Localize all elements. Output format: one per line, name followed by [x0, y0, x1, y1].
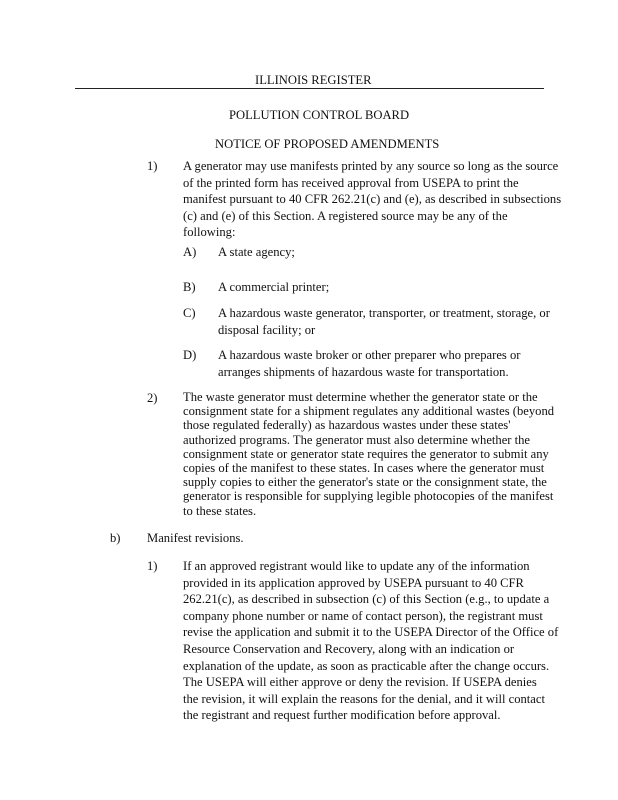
text-line: the revision, it will explain the reasons for the denial, and it will contact [183, 691, 545, 706]
b-item-1-text [183, 558, 558, 724]
text-line: authorized programs. The generator must also determine whether the [183, 432, 531, 447]
subitem-text [218, 347, 520, 380]
text-line: Resource Conservation and Recovery, along with an indication or [183, 641, 515, 656]
text-line: following: [183, 225, 236, 240]
subitem-text: A commercial printer; [218, 280, 330, 294]
register-header: ILLINOIS REGISTER [255, 73, 372, 87]
text-line: arranges shipments of hazardous waste for transportation. [218, 364, 509, 379]
item-label: 1) [147, 559, 158, 573]
text-line: 262.21(c), as described in subsection (c) of this Section (e.g., to update a [183, 592, 550, 607]
text-line: consignment state for a shipment regulates any additional wastes (beyond [183, 404, 555, 419]
section-title: Manifest revisions. [147, 531, 244, 545]
text-line: company phone number or name of contact person), the registrant must [183, 608, 543, 623]
subitem-label: C) [183, 306, 196, 320]
text-line: copies of the manifest to these states. In cases where the generator must [183, 461, 545, 476]
item-label: 2) [147, 391, 158, 405]
text-line: The waste generator must determine whether the generator state or the [183, 390, 538, 404]
text-line: The USEPA will either approve or deny the revision. If USEPA denies [183, 675, 537, 690]
text-line: to these states. [183, 503, 257, 518]
subitem-label: B) [183, 280, 196, 294]
subitem-label: A) [183, 245, 197, 259]
text-line: revise the application and submit it to the USEPA Director of the Office of [183, 625, 559, 640]
text-line: of the printed form has received approval from USEPA to print the [183, 175, 519, 190]
board-title: POLLUTION CONTROL BOARD [229, 108, 410, 122]
item-1-text [183, 158, 561, 241]
text-line: A hazardous waste broker or other preparer who prepares or [218, 348, 521, 362]
text-line: those regulated federally) as hazardous wastes under these states' [183, 418, 511, 433]
text-line: the registrant and request further modification before approval. [183, 708, 501, 723]
subitem-text [218, 305, 550, 338]
text-line: supply copies to either the generator's state or the consignment state, the [183, 475, 547, 490]
text-line: If an approved registrant would like to update any of the information [183, 559, 530, 573]
text-line: consignment state or generator state requires the generator to submit any [183, 446, 549, 461]
item-2-text [183, 390, 554, 518]
text-line: A generator may use manifests printed by any source so long as the source [183, 159, 559, 173]
subitem-text: A state agency; [218, 245, 295, 259]
notice-title: NOTICE OF PROPOSED AMENDMENTS [215, 137, 440, 151]
section-label: b) [110, 531, 121, 545]
header-rule [75, 88, 544, 89]
text-line: explanation of the update, as soon as practicable after the change occurs. [183, 658, 550, 673]
subitem-label: D) [183, 348, 197, 362]
text-line: A hazardous waste generator, transporter, or treatment, storage, or [218, 306, 550, 320]
text-line: (c) and (e) of this Section. A registered source may be any of the [183, 208, 508, 223]
text-line: provided in its application approved by USEPA pursuant to 40 CFR [183, 575, 524, 590]
item-label: 1) [147, 159, 158, 173]
text-line: generator is responsible for supplying legible photocopies of the manifest [183, 489, 554, 504]
text-line: disposal facility; or [218, 322, 316, 337]
text-line: manifest pursuant to 40 CFR 262.21(c) and (e), as described in subsections [183, 192, 562, 207]
